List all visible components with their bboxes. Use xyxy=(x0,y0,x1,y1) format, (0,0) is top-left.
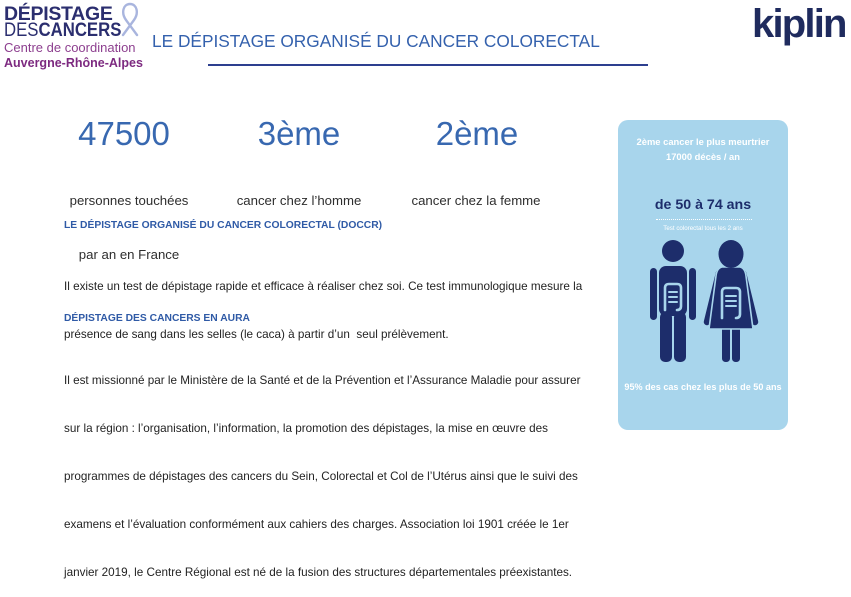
infographic-mortality-rank: 2ème cancer le plus meurtrier xyxy=(636,136,770,147)
logo-region: Auvergne-Rhône-Alpes xyxy=(4,56,143,70)
woman-head xyxy=(719,240,744,268)
section-heading-doccr: LE DÉPISTAGE ORGANISÉ DU CANCER COLORECTAL (DOCCR) xyxy=(64,220,383,231)
page-title: LE DÉPISTAGE ORGANISÉ DU CANCER COLORECTAL xyxy=(152,31,600,51)
infographic-footer: 95% des cas chez les plus de 50 ans xyxy=(624,382,782,392)
man-left-arm xyxy=(650,268,657,320)
stat-value: 47500 xyxy=(78,115,170,152)
stat-caption-line: cancer chez l’homme xyxy=(236,193,362,208)
infographic-deaths-per-year: 17000 décès / an xyxy=(665,151,740,162)
logo-subtitle: Centre de coordination xyxy=(4,40,136,55)
stat-value: 2ème xyxy=(435,115,519,152)
kiplin-logo: kiplin xyxy=(752,2,846,46)
stat-caption xyxy=(401,156,551,246)
paragraph-line: présence de sang dans les selles (le caca) à partir d’un seul prélèvement. xyxy=(64,328,449,341)
paragraph-line: janvier 2019, le Centre Régional est né de la fusion des structures départementales préexistantes. xyxy=(64,566,573,579)
infographic-test-note: Test colorectal tous les 2 ans xyxy=(663,225,743,232)
man-right-leg xyxy=(674,312,686,362)
title-underline xyxy=(208,64,648,66)
infographic-age-range: de 50 à 74 ans xyxy=(654,197,752,213)
man-left-leg xyxy=(660,312,672,362)
section-heading-aura: DÉPISTAGE DES CANCERS EN AURA xyxy=(64,313,250,324)
section-paragraph-aura xyxy=(64,341,580,597)
stat-caption-line: par an en France xyxy=(78,247,180,262)
stat-caption-line: cancer chez la femme xyxy=(411,193,541,208)
logo-text-des: DES xyxy=(4,19,39,41)
stat-value: 3ème xyxy=(257,115,341,152)
paragraph-line: Il existe un test de dépistage rapide et efficace à réaliser chez soi. Ce test immunologique mesure la xyxy=(64,280,583,293)
paragraph-line: sur la région : l’organisation, l’information, la promotion des dépistages, la mise en œuvre des xyxy=(64,422,548,435)
ribbon-icon xyxy=(113,1,147,37)
paragraph-line: Il est missionné par le Ministère de la Santé et de la Prévention et l’Assurance Maladie pour assurer xyxy=(64,374,581,387)
logo-text-cancers: CANCERS xyxy=(38,19,122,41)
paragraph-line: examens et l’évaluation conformément aux cahiers des charges. Association loi 1901 créée le 1er xyxy=(64,518,569,531)
man-head xyxy=(662,240,684,262)
logo-text-descancers xyxy=(4,20,121,40)
stat-caption-line: personnes touchées xyxy=(69,193,189,208)
man-right-arm xyxy=(689,268,696,320)
infographic-panel xyxy=(618,120,788,430)
paragraph-line: programmes de dépistages des cancers du Sein, Colorectal et Col de l’Utérus ainsi que le suivi des xyxy=(64,470,578,483)
woman-dress xyxy=(709,267,753,329)
logo-text-depistage: DÉPISTAGE xyxy=(4,3,113,25)
